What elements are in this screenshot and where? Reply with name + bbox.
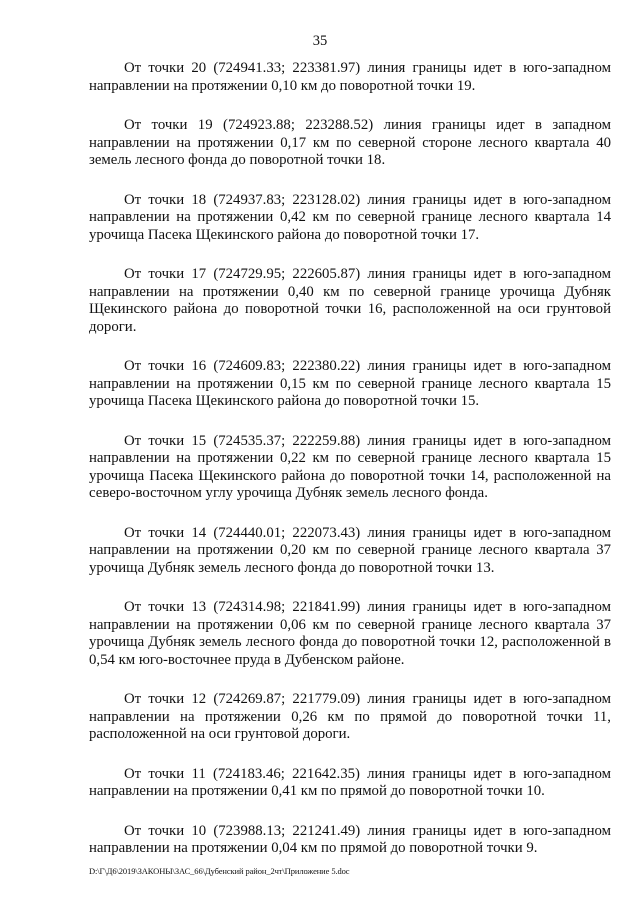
paragraph-point-13: От точки 13 (724314.98; 221841.99) линия границы идет в юго-западном направлении на протяжении 0,06 км по северной границе лесного квартала 37 урочища Дубняк земель лесного фонда до поворотной точки 12, расположенной в 0,54 км юго-восточнее пруда в Дубенском районе. [89,599,611,668]
paragraph-point-20: От точки 20 (724941.33; 223381.97) линия границы идет в юго-западном направлении на протяжении 0,10 км до поворотной точки 19. [89,60,611,94]
paragraph-point-14: От точки 14 (724440.01; 222073.43) линия границы идет в юго-западном направлении на протяжении 0,20 км по северной границе лесного квартала 37 урочища Дубняк земель лесного фонда до поворотной точки 13. [89,524,611,576]
paragraph-point-11: От точки 11 (724183.46; 221642.35) линия границы идет в юго-западном направлении на протяжении 0,41 км по прямой до поворотной точки 10. [89,765,611,799]
paragraph-point-17: От точки 17 (724729.95; 222605.87) линия границы идет в юго-западном направлении на протяжении 0,40 км по северной границе урочища Дубняк Щекинского района до поворотной точки 16, расположенной на оси грунтовой дороги. [89,266,611,335]
paragraph-point-19: От точки 19 (724923.88; 223288.52) линия границы идет в западном направлении на протяжении 0,17 км по северной стороне лесного квартала 40 земель лесного фонда до поворотной точки 18. [89,117,611,168]
footer-file-path: D:\Г\Д6\2019\ЗАКОНЫ\ЗАС_66\Дубенский район_2чт\Приложение 5.doc [89,866,350,876]
paragraph-point-16: От точки 16 (724609.83; 222380.22) линия границы идет в юго-западном направлении на протяжении 0,15 км по северной границе лесного квартала 15 урочища Пасека Щекинского района до поворотной точки 15. [89,358,611,409]
paragraph-point-12: От точки 12 (724269.87; 221779.09) линия границы идет в юго-западном направлении на протяжении 0,26 км по прямой до поворотной точки 11, расположенной на оси грунтовой дороги. [89,691,611,742]
paragraph-point-18: От точки 18 (724937.83; 223128.02) линия границы идет в юго-западном направлении на протяжении 0,42 км по северной границе лесного квартала 14 урочища Пасека Щекинского района до поворотной точки 17. [89,191,611,243]
document-body [89,60,611,880]
page-number: 35 [312,33,328,49]
paragraph-point-10: От точки 10 (723988.13; 221241.49) линия границы идет в юго-западном направлении на протяжении 0,04 км по прямой до поворотной точки 9. [89,822,611,856]
paragraph-point-15: От точки 15 (724535.37; 222259.88) линия границы идет в юго-западном направлении на протяжении 0,22 км по северной границе лесного квартала 15 урочища Пасека Щекинского района до поворотной точки 14, расположенной на северо-восточном углу урочища Дубняк земель лесного фонда. [89,432,611,501]
